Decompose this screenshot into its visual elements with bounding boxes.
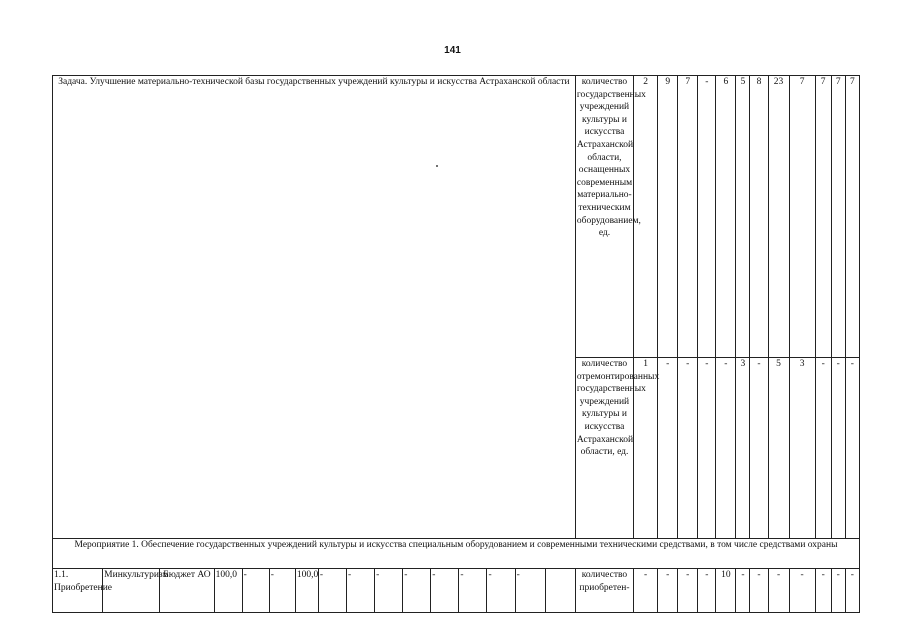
indicator-1-value: 2 (634, 76, 658, 358)
item-number-name: 1.1. Приобретение (53, 569, 103, 613)
item-fin-value: - (347, 569, 375, 613)
item-fin-value: - (431, 569, 459, 613)
indicator-2-value: 3 (736, 358, 750, 539)
indicator-1-value: 9 (658, 76, 678, 358)
indicator-1-value: 7 (815, 76, 831, 358)
indicator-2-value: - (716, 358, 736, 539)
indicator-2-value: - (831, 358, 845, 539)
indicator-2-value: - (750, 358, 768, 539)
item-indicator-value: - (736, 569, 750, 613)
indicator-2-value: - (658, 358, 678, 539)
indicator-2-value: - (698, 358, 716, 539)
task-cell: Задача. Улучшение материально-технической базы государственных учреждений культуры и искусства Астраханской области (53, 76, 576, 539)
item-fin-value: - (242, 569, 269, 613)
item-indicator-value: - (831, 569, 845, 613)
item-indicator-value: - (698, 569, 716, 613)
item-indicator-value: 10 (716, 569, 736, 613)
indicator-1-value: 7 (831, 76, 845, 358)
indicator-1-value: 5 (736, 76, 750, 358)
item-fin-value: - (403, 569, 431, 613)
indicator-1-value: 7 (678, 76, 698, 358)
item-indicator-value: - (678, 569, 698, 613)
item-fin-value: - (487, 569, 515, 613)
event-row (53, 539, 860, 569)
scan-speck (436, 165, 438, 167)
item-indicator-value: - (634, 569, 658, 613)
indicator-2-value: 1 (634, 358, 658, 539)
indicator-1-value: 7 (845, 76, 859, 358)
indicator-2-value: 3 (789, 358, 815, 539)
item-indicator-value: - (789, 569, 815, 613)
indicator-2-value: 5 (768, 358, 789, 539)
item-fin-value: - (269, 569, 295, 613)
indicator-1-value: 23 (768, 76, 789, 358)
item-fin-value: - (318, 569, 346, 613)
item-fin-value: - (375, 569, 403, 613)
item-indicator-value: - (815, 569, 831, 613)
indicator-1-value: 6 (716, 76, 736, 358)
item-fin-value: 100,0 (295, 569, 318, 613)
item-source: Бюджет АО (160, 569, 214, 613)
indicator-1-value: 7 (789, 76, 815, 358)
page-number: 141 (444, 45, 461, 56)
indicator-1-value: 8 (750, 76, 768, 358)
item-indicator-value: - (768, 569, 789, 613)
indicator-2-label: количество отремонтированных государственных учреждений культуры и искусства Астраханской области, ед. (575, 358, 633, 539)
indicator-1-value: - (698, 76, 716, 358)
item-indicator-label: количество приобретен- (575, 569, 633, 613)
item-indicator-value: - (750, 569, 768, 613)
item-empty-cell (545, 569, 575, 613)
indicator-2-value: - (845, 358, 859, 539)
item-executor: Минкультуризм (103, 569, 160, 613)
item-row (53, 569, 860, 613)
indicator-1-label: количество государственных учреждений культуры и искусства Астраханской области, оснащенных современным материально-техническим оборудованием, ед. (575, 76, 633, 358)
indicator-row-1 (53, 76, 860, 358)
indicator-2-value: - (678, 358, 698, 539)
event-cell: Мероприятие 1. Обеспечение государственных учреждений культуры и искусства специальным оборудованием и современными техническими средствами, в том числе средствами охраны (53, 539, 860, 569)
item-indicator-value: - (658, 569, 678, 613)
item-indicator-value: - (845, 569, 859, 613)
item-fin-value: - (515, 569, 545, 613)
item-fin-value: 100,0 (214, 569, 242, 613)
program-table (52, 75, 860, 613)
item-fin-value: - (459, 569, 487, 613)
indicator-2-value: - (815, 358, 831, 539)
